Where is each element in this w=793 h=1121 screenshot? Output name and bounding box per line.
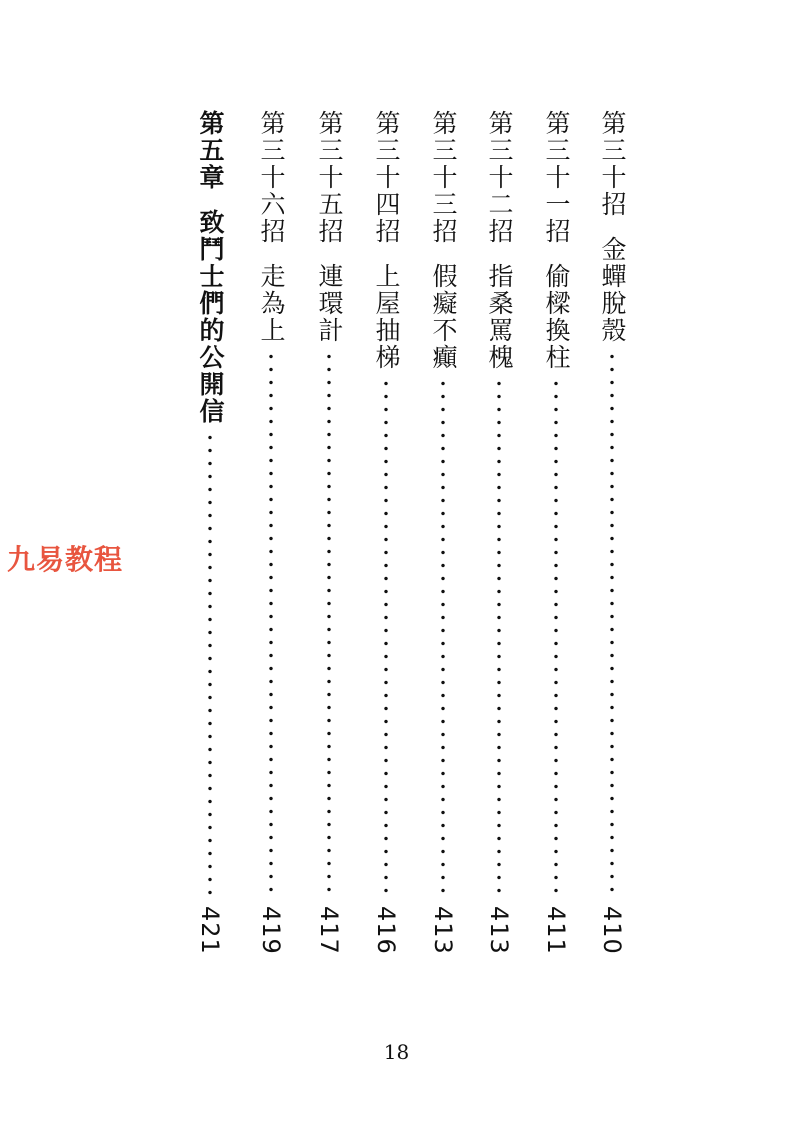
- toc-entry-head: 第三十三招: [429, 110, 458, 245]
- dot-leader: [269, 350, 273, 900]
- toc-column-35: [309, 110, 349, 955]
- dot-leader: [554, 377, 558, 900]
- toc-column-36: [251, 110, 291, 955]
- toc-entry-title: 假癡不癲: [429, 263, 458, 371]
- toc-entry-title: 偷樑換柱: [542, 263, 571, 371]
- toc-column-31: [536, 110, 576, 955]
- toc-entry-title: 金蟬脫殼: [598, 236, 627, 344]
- toc-entry-title: 連環計: [315, 263, 344, 344]
- watermark: 九易教程: [7, 543, 124, 576]
- toc-entry-title: 上屋抽梯: [372, 263, 401, 371]
- dot-leader: [384, 377, 388, 900]
- toc-entry-head: 第三十四招: [372, 110, 401, 245]
- dot-leader: [497, 377, 501, 900]
- dot-leader: [327, 350, 331, 900]
- toc-entry-head: 第五章: [196, 110, 225, 191]
- page-number: 18: [383, 1040, 410, 1064]
- toc-entry-title: 走為上: [257, 263, 286, 344]
- toc-entry-head: 第三十五招: [315, 110, 344, 245]
- toc-entry-head: 第三十二招: [485, 110, 514, 245]
- toc-entry-page: 413: [485, 906, 513, 955]
- toc-column-32: [479, 110, 519, 955]
- toc-entry-title: 致鬥士們的公開信: [196, 209, 225, 425]
- toc-entry-page: 417: [315, 906, 343, 955]
- toc-column-chapter-5: [190, 110, 230, 955]
- toc-entry-head: 第三十招: [598, 110, 627, 218]
- dot-leader: [441, 377, 445, 900]
- toc-entry-page: 419: [257, 906, 285, 955]
- toc-column-34: [366, 110, 406, 955]
- toc-entry-page: 410: [598, 906, 626, 955]
- toc-entry-page: 411: [542, 906, 570, 955]
- toc-entry-head: 第三十一招: [542, 110, 571, 245]
- dot-leader: [610, 350, 614, 900]
- toc-entry-title: 指桑罵槐: [485, 263, 514, 371]
- dot-leader: [208, 431, 212, 900]
- toc-entry-page: 413: [429, 906, 457, 955]
- toc-entry-page: 421: [196, 906, 224, 955]
- toc-column-33: [423, 110, 463, 955]
- toc-entry-head: 第三十六招: [257, 110, 286, 245]
- toc-column-30: [592, 110, 632, 955]
- toc-entry-page: 416: [372, 906, 400, 955]
